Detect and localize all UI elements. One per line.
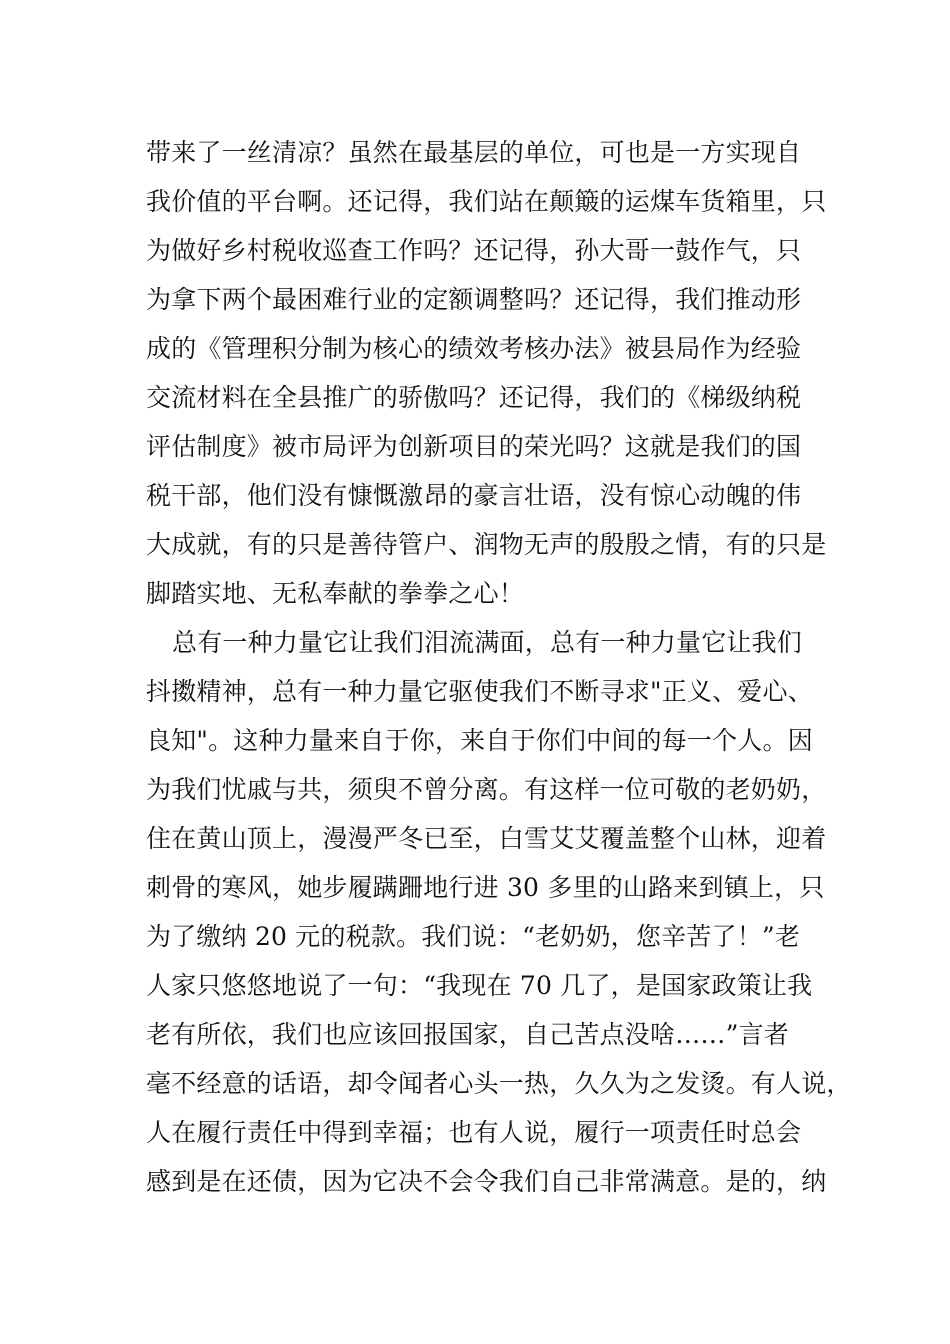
text-line: 良知"。这种力量来自于你，来自于你们中间的每一个人。因 [146,726,813,755]
body-text [146,128,852,1206]
text-line: 脚踏实地、无私奉献的拳拳之心！ [146,579,525,608]
text-line: 税干部，他们没有慷慨激昂的豪言壮语，没有惊心动魄的伟 [146,481,802,510]
text-line: 人在履行责任中得到幸福；也有人说，履行一项责任时总会 [146,1118,802,1147]
text-line: 成的《管理积分制为核心的绩效考核办法》被县局作为经验 [146,334,802,363]
text-line: 住在黄山顶上，漫漫严冬已至，白雪艾艾覆盖整个山林，迎着 [146,824,827,853]
text-line: 我价值的平台啊。还记得，我们站在颠簸的运煤车货箱里，只 [146,187,827,216]
text-line: 为做好乡村税收巡查工作吗？还记得，孙大哥一鼓作气，只 [146,236,802,265]
text-line: 带来了一丝清凉？虽然在最基层的单位，可也是一方实现自 [146,138,802,167]
text-line: 交流材料在全县推广的骄傲吗？还记得，我们的《梯级纳税 [146,383,802,412]
text-line: 为了缴纳 20 元的税款。我们说：“老奶奶，您辛苦了！”老 [146,922,801,951]
text-line: 为我们忧戚与共，须臾不曾分离。有这样一位可敬的老奶奶， [146,775,827,804]
text-line: 刺骨的寒风，她步履蹒跚地行进 30 多里的山路来到镇上，只 [146,873,825,902]
text-line: 大成就，有的只是善待管户、润物无声的殷殷之情，有的只是 [146,530,827,559]
text-line: 评估制度》被市局评为创新项目的荣光吗？这就是我们的国 [146,432,802,461]
text-line: 抖擞精神，总有一种力量它驱使我们不断寻求"正义、爱心、 [146,677,813,706]
text-line: 人家只悠悠地说了一句：“我现在 70 几了，是国家政策让我 [146,971,813,1000]
text-line: 毫不经意的话语，却令闻者心头一热，久久为之发烫。有人说， [146,1069,852,1098]
text-line: 为拿下两个最困难行业的定额调整吗？还记得，我们推动形 [146,285,802,314]
text-line: 感到是在还债，因为它决不会令我们自己非常满意。是的，纳 [146,1167,827,1196]
text-line: 老有所依，我们也应该回报国家，自己苦点没啥……”言者 [146,1020,789,1049]
paragraph-first-line: 总有一种力量它让我们泪流满面，总有一种力量它让我们 [172,628,803,657]
